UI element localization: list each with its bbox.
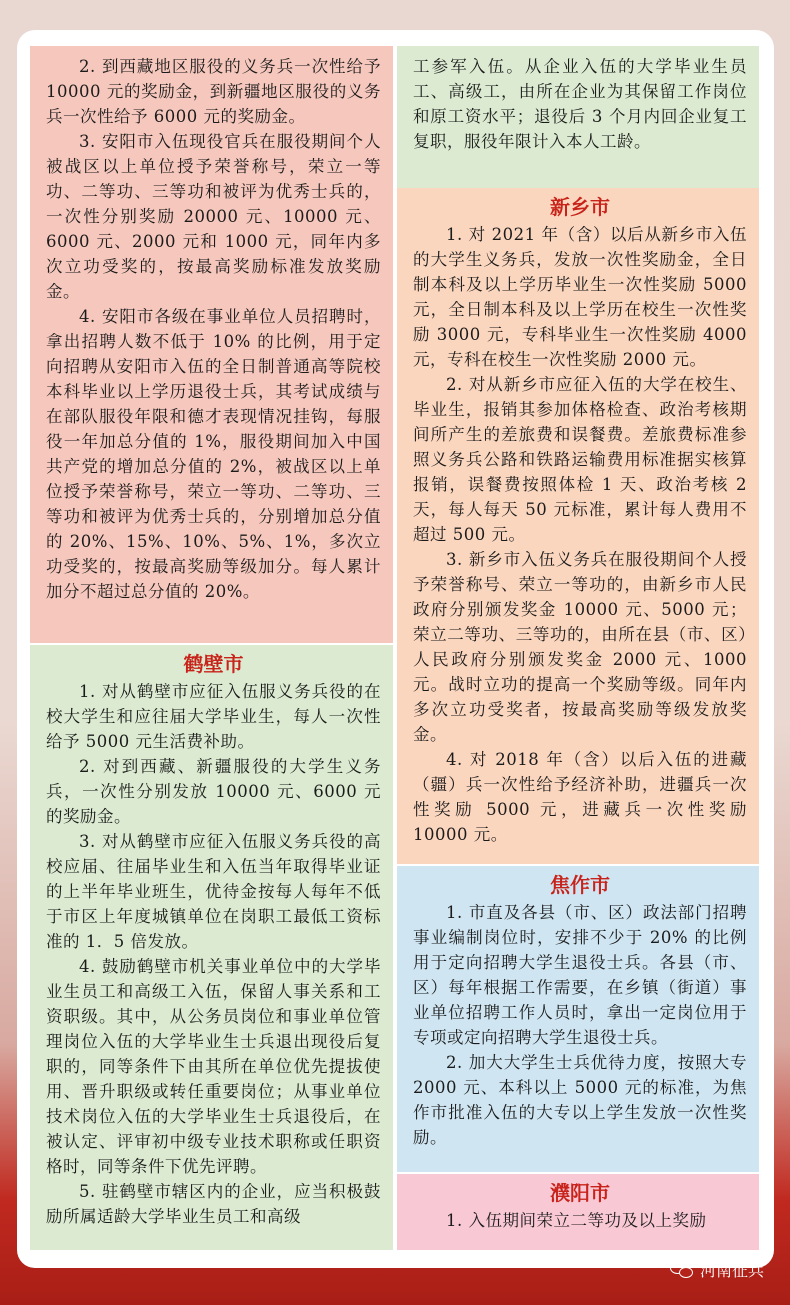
xinxiang-paragraph-3: 3. 新乡市入伍义务兵在服役期间个人授予荣誉称号、荣立一等功的，由新乡市人民政府分别颁发奖金 10000 元、5000 元；荣立二等功、三等功的，由所在县（市、区）人民政府分别颁发奖金 2000 元、1000 元。战时立功的提高一个奖励等级。同年内多次立功受奖者，按最高奖励等级发放奖金。 bbox=[413, 550, 747, 744]
hebi-continued-section bbox=[397, 46, 759, 188]
xinxiang-paragraph-2: 2. 对从新乡市应征入伍的大学在校生、毕业生，报销其参加体格检查、政治考核期间所产生的差旅费和误餐费。差旅费标准参照义务兵公路和铁路运输费用标准据实核算报销，误餐费按照体检 1 天、政治考核 2 天，每人每天 50 元标准，累计每人费用不超过 500 元。 bbox=[413, 375, 747, 544]
hebi-paragraph-1: 1. 对从鹤壁市应征入伍服义务兵役的在校大学生和应往届大学毕业生，每人一次性给予 5000 元生活费补助。 bbox=[46, 682, 381, 751]
wechat-icon bbox=[670, 1261, 694, 1279]
hebi-paragraph-3: 3. 对从鹤壁市应征入伍服义务兵役的高校应届、往届毕业生和入伍当年取得毕业证的上半年毕业班生，优待金按每人每年不低于市区上年度城镇单位在岗职工最低工资标准的 1．5 倍发放。 bbox=[46, 832, 381, 951]
hebi-title: 鹤壁市 bbox=[183, 652, 244, 676]
watermark bbox=[670, 1258, 764, 1281]
watermark-text: 河南征兵 bbox=[699, 1261, 764, 1280]
anyang-paragraph-3: 3. 安阳市入伍现役官兵在服役期间个人被战区以上单位授予荣誉称号，荣立一等功、二等功、三等功和被评为优秀士兵的，一次性分别奖励 20000 元、10000 元、6000 元、2000 元和 1000 元，同年内多次立功受奖的，按最高奖励标准发放奖励金。 bbox=[46, 132, 381, 301]
jiaozuo-paragraph-2: 2. 加大大学生士兵优待力度，按照大专 2000 元、本科以上 5000 元的标准，为焦作市批准入伍的大专以上学生发放一次性奖励。 bbox=[413, 1053, 747, 1147]
hebi-section bbox=[30, 645, 393, 1250]
xinxiang-paragraph-4: 4. 对 2018 年（含）以后入伍的进藏（疆）兵一次性给予经济补助，进疆兵一次性奖励 5000 元，进藏兵一次性奖励 10000 元。 bbox=[413, 750, 747, 844]
anyang-paragraph-2: 2. 到西藏地区服役的义务兵一次性给予 10000 元的奖励金，到新疆地区服役的义务兵一次性给予 6000 元的奖励金。 bbox=[46, 57, 381, 126]
hebi-paragraph-5: 5. 驻鹤壁市辖区内的企业，应当积极鼓励所属适龄大学毕业生员工和高级 bbox=[46, 1182, 381, 1226]
xinxiang-section bbox=[397, 188, 759, 864]
puyang-paragraph-1: 1. 入伍期间荣立二等功及以上奖励 bbox=[446, 1211, 707, 1230]
hebi-paragraph-4: 4. 鼓励鹤壁市机关事业单位中的大学毕业生员工和高级工入伍，保留人事关系和工资职级。其中，从公务员岗位和事业单位管理岗位入伍的大学毕业生士兵退出现役后复职的，同等条件下由其所在单位优先提拔使用、晋升职级或转任重要岗位；从事业单位技术岗位入伍的大学毕业生士兵退役后，在被认定、评审初中级专业技术职称或任职资格时，同等条件下优先评聘。 bbox=[46, 957, 381, 1176]
hebi-paragraph-5-continued: 工参军入伍。从企业入伍的大学毕业生员工、高级工，由所在企业为其保留工作岗位和原工资水平；退役后 3 个月内回企业复工复职，服役年限计入本人工龄。 bbox=[413, 57, 747, 151]
xinxiang-title: 新乡市 bbox=[550, 195, 610, 219]
puyang-title: 濮阳市 bbox=[550, 1181, 610, 1205]
puyang-section bbox=[397, 1174, 759, 1250]
jiaozuo-title: 焦作市 bbox=[550, 873, 610, 897]
jiaozuo-paragraph-1: 1. 市直及各县（市、区）政法部门招聘事业编制岗位时，安排不少于 20% 的比例用于定向招聘大学生退役士兵。各县（市、区）每年根据工作需要，在乡镇（街道）事业单位招聘工作人员时，拿出一定岗位用于专项或定向招聘大学生退役士兵。 bbox=[413, 903, 747, 1047]
hebi-paragraph-2: 2. 对到西藏、新疆服役的大学生义务兵，一次性分别发放 10000 元、6000 元的奖励金。 bbox=[46, 757, 381, 826]
xinxiang-paragraph-1: 1. 对 2021 年（含）以后从新乡市入伍的大学生义务兵，发放一次性奖励金，全日制本科及以上学历毕业生一次性奖励 5000 元，全日制本科及以上学历在校生一次性奖励 3000 元，专科毕业生一次性奖励 4000 元，专科在校生一次性奖励 2000 元。 bbox=[413, 225, 747, 369]
anyang-section bbox=[30, 46, 393, 643]
anyang-paragraph-4: 4. 安阳市各级在事业单位人员招聘时，拿出招聘人数不低于 10% 的比例，用于定向招聘从安阳市入伍的全日制普通高等院校本科毕业以上学历退役士兵，其考试成绩与在部队服役年限和德才表现情况挂钩，每服役一年加总分值的 1%，服役期间加入中国共产党的增加总分值的 2%，被战区以上单位授予荣誉称号，荣立一等功、二等功、三等功和被评为优秀士兵的，分别增加总分值的 20%、15%、10%、5%、1%，多次立功受奖的，按最高奖励等级加分。每人累计加分不超过总分值的 20%。 bbox=[46, 307, 381, 601]
jiaozuo-section bbox=[397, 866, 759, 1172]
